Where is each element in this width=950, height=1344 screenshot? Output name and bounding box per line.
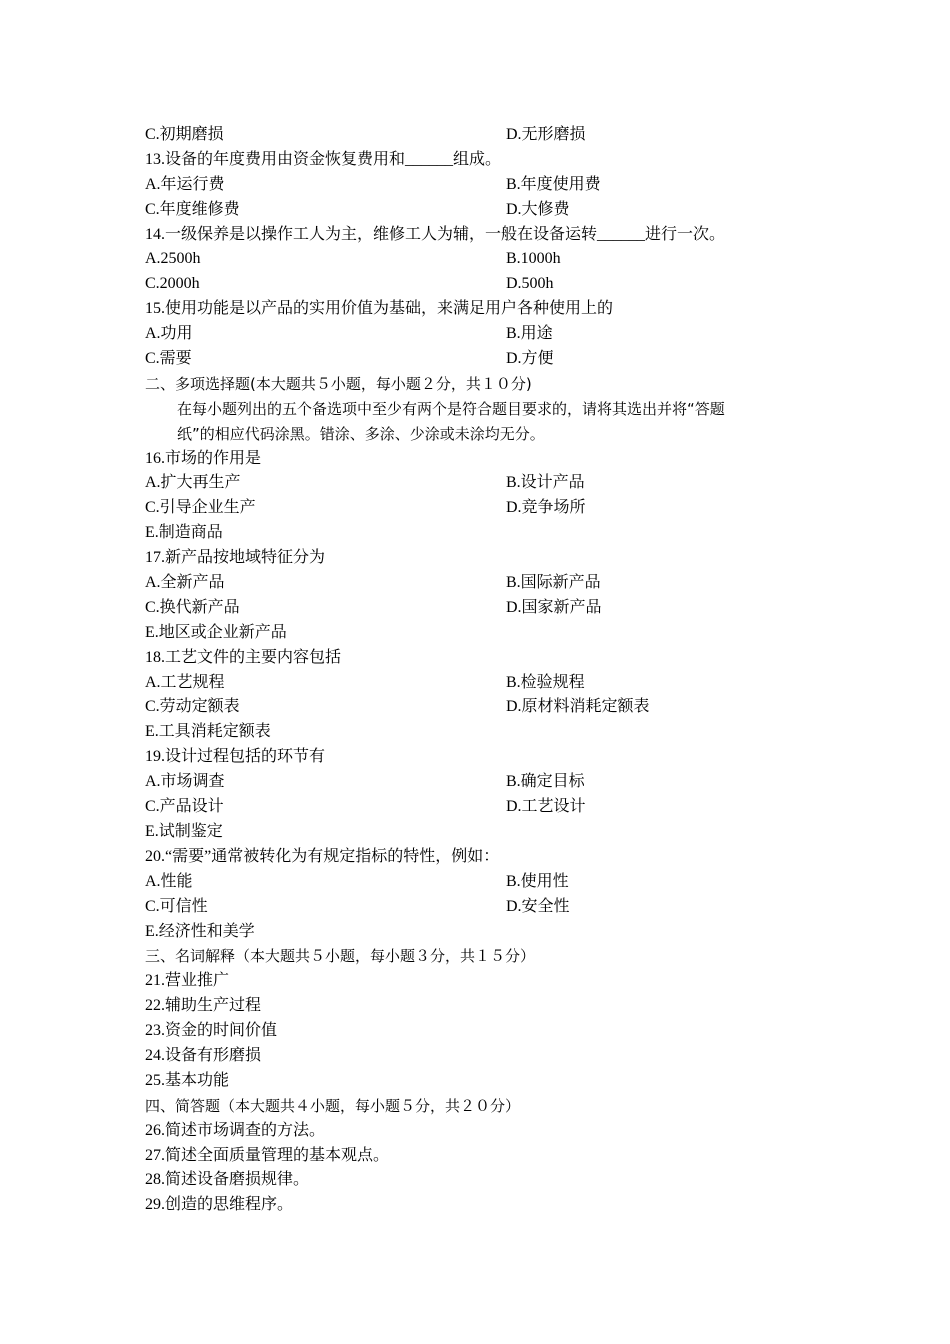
option-right: B.确定目标	[506, 773, 585, 791]
option-left: A.全新产品	[145, 574, 225, 592]
option-left: A.2500h	[145, 250, 201, 268]
question-line: 17.新产品按地域特征分为	[145, 549, 326, 567]
option-row	[145, 596, 825, 621]
question-line: 19.设计过程包括的环节有	[145, 748, 326, 766]
question-line: 29.创造的思维程序。	[145, 1196, 294, 1214]
section-instruction: 纸”的相应代码涂黑。错涂、多涂、少涂或未涂均无分。	[177, 424, 545, 443]
option-row	[145, 795, 825, 820]
section-heading: 三、名词解释（本大题共５小题，每小题３分，共１５分）	[145, 947, 536, 966]
question-line: 22.辅助生产过程	[145, 997, 262, 1015]
question-line: E.试制鉴定	[145, 822, 223, 840]
option-left: C.换代新产品	[145, 598, 240, 616]
option-row	[145, 198, 825, 223]
option-right: D.原材料消耗定额表	[506, 698, 650, 716]
option-row	[145, 695, 825, 720]
option-left: C.可信性	[145, 897, 208, 915]
option-row	[145, 770, 825, 795]
option-row	[145, 123, 825, 148]
option-row	[145, 173, 825, 198]
option-row	[145, 671, 825, 696]
option-right: D.竞争场所	[506, 499, 586, 517]
question-line: 27.简述全面质量管理的基本观点。	[145, 1146, 390, 1164]
option-right: B.1000h	[506, 250, 561, 268]
option-row	[145, 247, 825, 272]
option-left: A.性能	[145, 872, 193, 890]
option-left: A.功用	[145, 325, 193, 343]
option-right: B.设计产品	[506, 474, 585, 492]
option-right: B.国际新产品	[506, 574, 601, 592]
option-right: B.检验规程	[506, 673, 585, 691]
section-instruction: 在每小题列出的五个备选项中至少有两个是符合题目要求的，请将其选出并将“答题	[177, 399, 725, 418]
option-row	[145, 870, 825, 895]
option-right: B.使用性	[506, 872, 569, 890]
question-line: 26.简述市场调查的方法。	[145, 1121, 326, 1139]
question-line: 24.设备有形磨损	[145, 1046, 262, 1064]
option-left: A.工艺规程	[145, 673, 225, 691]
option-left: C.初期磨损	[145, 126, 224, 143]
question-line: E.工具消耗定额表	[145, 723, 271, 741]
option-right: B.用途	[506, 325, 553, 343]
question-line: 15.使用功能是以产品的实用价值为基础，来满足用户各种使用上的	[145, 300, 614, 318]
option-row	[145, 571, 825, 596]
question-line: 13.设备的年度费用由资金恢复费用和______组成。	[145, 150, 502, 168]
option-row	[145, 322, 825, 347]
section-heading: 四、简答题（本大题共４小题，每小题５分，共２０分）	[145, 1096, 521, 1115]
question-line: 23.资金的时间价值	[145, 1022, 278, 1040]
question-line: E.制造商品	[145, 524, 223, 542]
question-line: E.地区或企业新产品	[145, 623, 287, 641]
option-left: A.市场调查	[145, 773, 225, 791]
option-left: A.扩大再生产	[145, 474, 241, 492]
question-line: 20.“需要”通常被转化为有规定指标的特性，例如：	[145, 847, 500, 865]
question-line: 21.营业推广	[145, 972, 230, 990]
option-right: D.500h	[506, 275, 554, 293]
option-right: D.大修费	[506, 200, 570, 218]
question-line: 14.一级保养是以操作工人为主，维修工人为辅，一般在设备运转______进行一次。	[145, 225, 726, 243]
option-row	[145, 496, 825, 521]
option-right: D.安全性	[506, 897, 570, 915]
question-line: E.经济性和美学	[145, 922, 255, 940]
question-line: 18.工艺文件的主要内容包括	[145, 648, 342, 666]
option-right: D.工艺设计	[506, 798, 586, 816]
option-right: D.国家新产品	[506, 598, 602, 616]
option-right: B.年度使用费	[506, 175, 601, 193]
option-row	[145, 471, 825, 496]
question-line: 16.市场的作用是	[145, 449, 262, 467]
option-left: C.年度维修费	[145, 200, 240, 218]
option-left: C.需要	[145, 350, 192, 368]
option-left: A.年运行费	[145, 175, 225, 193]
option-right: D.无形磨损	[506, 126, 586, 143]
question-line: 25.基本功能	[145, 1071, 230, 1089]
option-left: C.产品设计	[145, 798, 224, 816]
option-row	[145, 347, 825, 372]
section-heading: 二、多项选择题(本大题共５小题，每小题２分，共１０分)	[145, 374, 532, 393]
question-line: 28.简述设备磨损规律。	[145, 1171, 310, 1189]
option-left: C.2000h	[145, 275, 200, 293]
option-left: C.引导企业生产	[145, 499, 256, 517]
option-left: C.劳动定额表	[145, 698, 240, 716]
option-row	[145, 895, 825, 920]
exam-page	[145, 123, 825, 1218]
option-right: D.方便	[506, 350, 554, 368]
option-row	[145, 272, 825, 297]
